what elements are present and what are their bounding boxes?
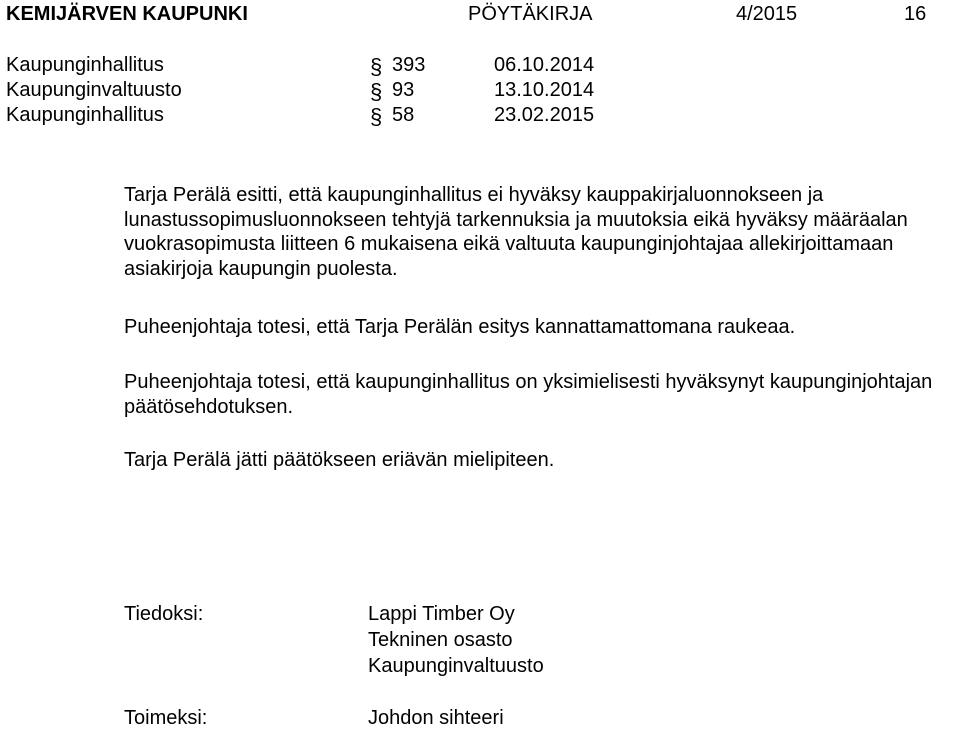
history-body: Kaupunginvaltuusto — [6, 79, 182, 101]
document-type: PÖYTÄKIRJA — [468, 3, 593, 25]
action-recipient: Johdon sihteeri — [368, 707, 504, 729]
history-date: 13.10.2014 — [494, 79, 595, 101]
info-label: Tiedoksi: — [124, 603, 204, 625]
info-recipient: Tekninen osasto — [368, 629, 513, 651]
paragraph-proposal-lapsed: Puheenjohtaja totesi, että Tarja Perälän esitys kannattamattomana raukeaa. — [124, 316, 796, 338]
history-section: 93 — [392, 79, 415, 101]
history-date: 06.10.2014 — [494, 54, 595, 76]
history-section: 393 — [392, 54, 426, 76]
action-label: Toimeksi: — [124, 707, 208, 729]
history-body: Kaupunginhallitus — [6, 104, 164, 126]
paragraph-decision: Puheenjohtaja totesi, että kaupunginhallitus on yksimielisesti hyväksynyt kaupunginjohtajan päätösehdotuksen. — [124, 371, 933, 418]
section-symbol: § — [370, 79, 383, 104]
section-symbol: § — [370, 54, 383, 79]
history-body: Kaupunginhallitus — [6, 54, 164, 76]
info-recipient: Lappi Timber Oy — [368, 603, 515, 625]
history-section: 58 — [392, 104, 415, 126]
paragraph-proposal: Tarja Perälä esitti, että kaupunginhallitus ei hyväksy kauppakirjaluonnokseen ja lunastussopimusluonnokseen tehtyjä tarkennuksia ja muutoksia eikä hyväksy määräalan vuokrasopimusta liitteen 6 mukaisena eikä valtuuta kaupunginjohtajaa allekirjoittamaan asiakirjoja kaupungin puolesta. — [124, 184, 908, 280]
paragraph-dissent: Tarja Perälä jätti päätökseen eriävän mielipiteen. — [124, 449, 555, 471]
history-date: 23.02.2015 — [494, 104, 595, 126]
document-number: 4/2015 — [736, 3, 798, 25]
section-symbol: § — [370, 104, 383, 129]
organization-name: KEMIJÄRVEN KAUPUNKI — [6, 3, 248, 25]
page-number: 16 — [904, 3, 927, 25]
info-recipient: Kaupunginvaltuusto — [368, 655, 544, 677]
